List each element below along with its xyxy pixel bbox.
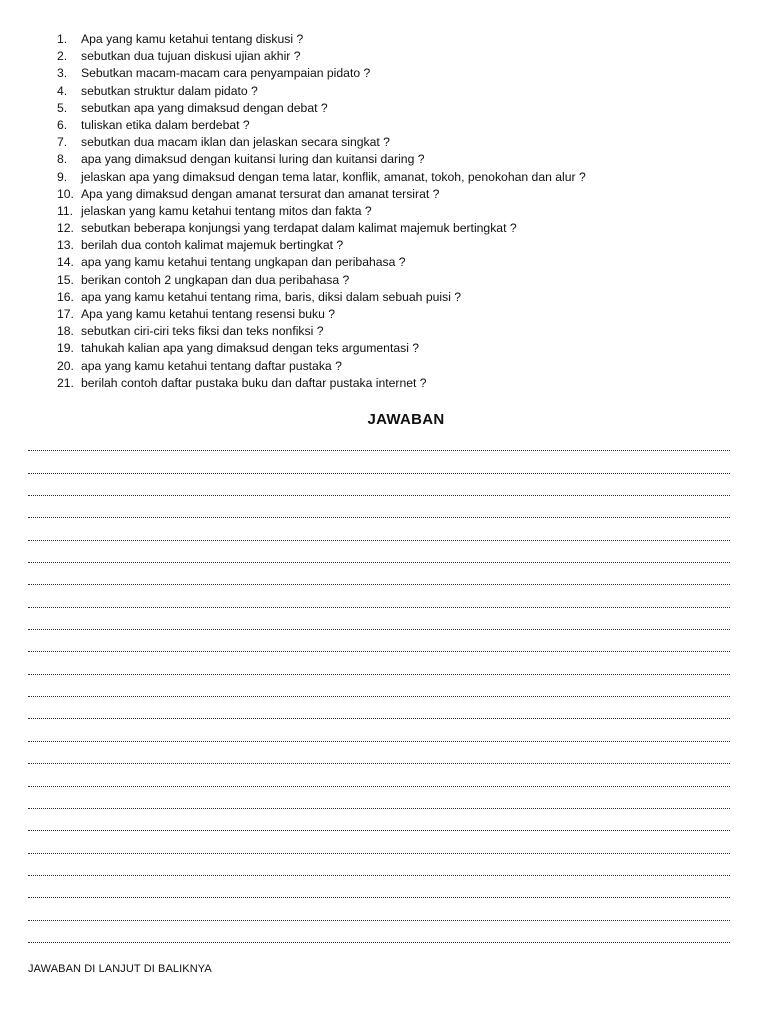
- question-item: [57, 358, 586, 375]
- answer-line[interactable]: [28, 925, 730, 947]
- question-number: 20.: [57, 358, 74, 373]
- question-number: 14.: [57, 255, 74, 270]
- question-item: [57, 254, 586, 271]
- question-text: Apa yang kamu ketahui tentang resensi buku ?: [81, 307, 336, 321]
- question-item: [57, 48, 586, 65]
- question-text: berilah contoh daftar pustaka buku dan daftar pustaka internet ?: [81, 375, 427, 390]
- answer-heading: JAWABAN: [367, 411, 445, 428]
- question-item: [57, 237, 586, 254]
- answer-line[interactable]: [28, 634, 730, 656]
- answer-line[interactable]: [28, 500, 730, 522]
- answer-line[interactable]: [28, 835, 730, 857]
- answer-line[interactable]: [28, 455, 730, 477]
- question-text: sebutkan dua macam iklan dan jelaskan secara singkat ?: [81, 135, 390, 150]
- question-text: apa yang kamu ketahui tentang daftar pustaka ?: [81, 358, 342, 373]
- question-text: apa yang kamu ketahui tentang rima, baris, diksi dalam sebuah puisi ?: [81, 289, 462, 304]
- answer-line[interactable]: [28, 567, 730, 589]
- question-number: 13.: [57, 238, 74, 253]
- question-item: [57, 134, 586, 151]
- question-number: 12.: [57, 221, 74, 236]
- question-text: apa yang dimaksud dengan kuitansi luring dan kuitansi daring ?: [81, 152, 425, 167]
- question-item: [57, 203, 586, 220]
- answer-line[interactable]: [28, 858, 730, 880]
- question-item: [57, 272, 586, 289]
- answer-line[interactable]: [28, 880, 730, 902]
- answer-line[interactable]: [28, 791, 730, 813]
- question-number: 8.: [57, 152, 68, 167]
- footer-note: JAWABAN DI LANJUT DI BALIKNYA: [28, 963, 212, 975]
- question-number: 16.: [57, 289, 74, 304]
- question-text: berikan contoh 2 ungkapan dan dua peribahasa ?: [81, 272, 350, 287]
- question-number: 7.: [57, 135, 68, 150]
- question-text: sebutkan struktur dalam pidato ?: [81, 83, 258, 98]
- question-number: 10.: [57, 186, 74, 201]
- question-text: Sebutkan macam-macam cara penyampaian pidato ?: [81, 66, 371, 81]
- question-number: 5.: [57, 100, 68, 115]
- question-text: sebutkan beberapa konjungsi yang terdapat dalam kalimat majemuk bertingkat ?: [81, 221, 517, 236]
- question-text: tahukah kalian apa yang dimaksud dengan teks argumentasi ?: [81, 341, 420, 356]
- question-number: 15.: [57, 272, 74, 287]
- question-item: [57, 31, 586, 48]
- question-text: Apa yang dimaksud dengan amanat tersurat dan amanat tersirat ?: [81, 186, 440, 201]
- answer-lines: [28, 433, 730, 947]
- question-item: [57, 83, 586, 100]
- answer-line[interactable]: [28, 656, 730, 678]
- answer-line[interactable]: [28, 589, 730, 611]
- answer-line[interactable]: [28, 679, 730, 701]
- question-item: [57, 117, 586, 134]
- question-item: [57, 306, 586, 323]
- answer-line[interactable]: [28, 768, 730, 790]
- question-text: berilah dua contoh kalimat majemuk bertingkat ?: [81, 238, 344, 253]
- question-number: 4.: [57, 83, 68, 98]
- question-number: 9.: [57, 169, 68, 184]
- question-number: 17.: [57, 307, 74, 321]
- question-item: [57, 323, 586, 340]
- answer-line[interactable]: [28, 701, 730, 723]
- question-text: tuliskan etika dalam berdebat ?: [81, 117, 250, 132]
- question-item: [57, 100, 586, 117]
- answer-line[interactable]: [28, 746, 730, 768]
- question-item: [57, 220, 586, 237]
- answer-line[interactable]: [28, 902, 730, 924]
- question-text: sebutkan apa yang dimaksud dengan debat ?: [81, 100, 328, 115]
- answer-line[interactable]: [28, 545, 730, 567]
- question-item: [57, 151, 586, 168]
- question-text: sebutkan ciri-ciri teks fiksi dan teks nonfiksi ?: [81, 324, 324, 339]
- question-number: 1.: [57, 32, 68, 46]
- question-item: [57, 186, 586, 203]
- answer-line[interactable]: [28, 522, 730, 544]
- question-item: [57, 375, 586, 392]
- answer-line[interactable]: [28, 478, 730, 500]
- answer-line[interactable]: [28, 612, 730, 634]
- question-number: 11.: [57, 203, 74, 218]
- question-text: Apa yang kamu ketahui tentang diskusi ?: [81, 32, 304, 46]
- question-list: [57, 31, 586, 392]
- answer-line[interactable]: [28, 813, 730, 835]
- question-item: [57, 340, 586, 357]
- question-item: [57, 289, 586, 306]
- question-item: [57, 169, 586, 186]
- question-text: jelaskan apa yang dimaksud dengan tema latar, konflik, amanat, tokoh, penokohan dan alur ?: [81, 169, 586, 184]
- question-number: 19.: [57, 341, 74, 356]
- question-item: [57, 65, 586, 82]
- question-number: 6.: [57, 117, 68, 132]
- question-number: 3.: [57, 66, 68, 81]
- question-text: apa yang kamu ketahui tentang ungkapan dan peribahasa ?: [81, 255, 406, 270]
- answer-line[interactable]: [28, 723, 730, 745]
- question-number: 21.: [57, 375, 74, 390]
- answer-line[interactable]: [28, 433, 730, 455]
- question-number: 18.: [57, 324, 74, 339]
- question-text: sebutkan dua tujuan diskusi ujian akhir ?: [81, 49, 301, 64]
- question-number: 2.: [57, 49, 68, 64]
- question-text: jelaskan yang kamu ketahui tentang mitos dan fakta ?: [81, 203, 372, 218]
